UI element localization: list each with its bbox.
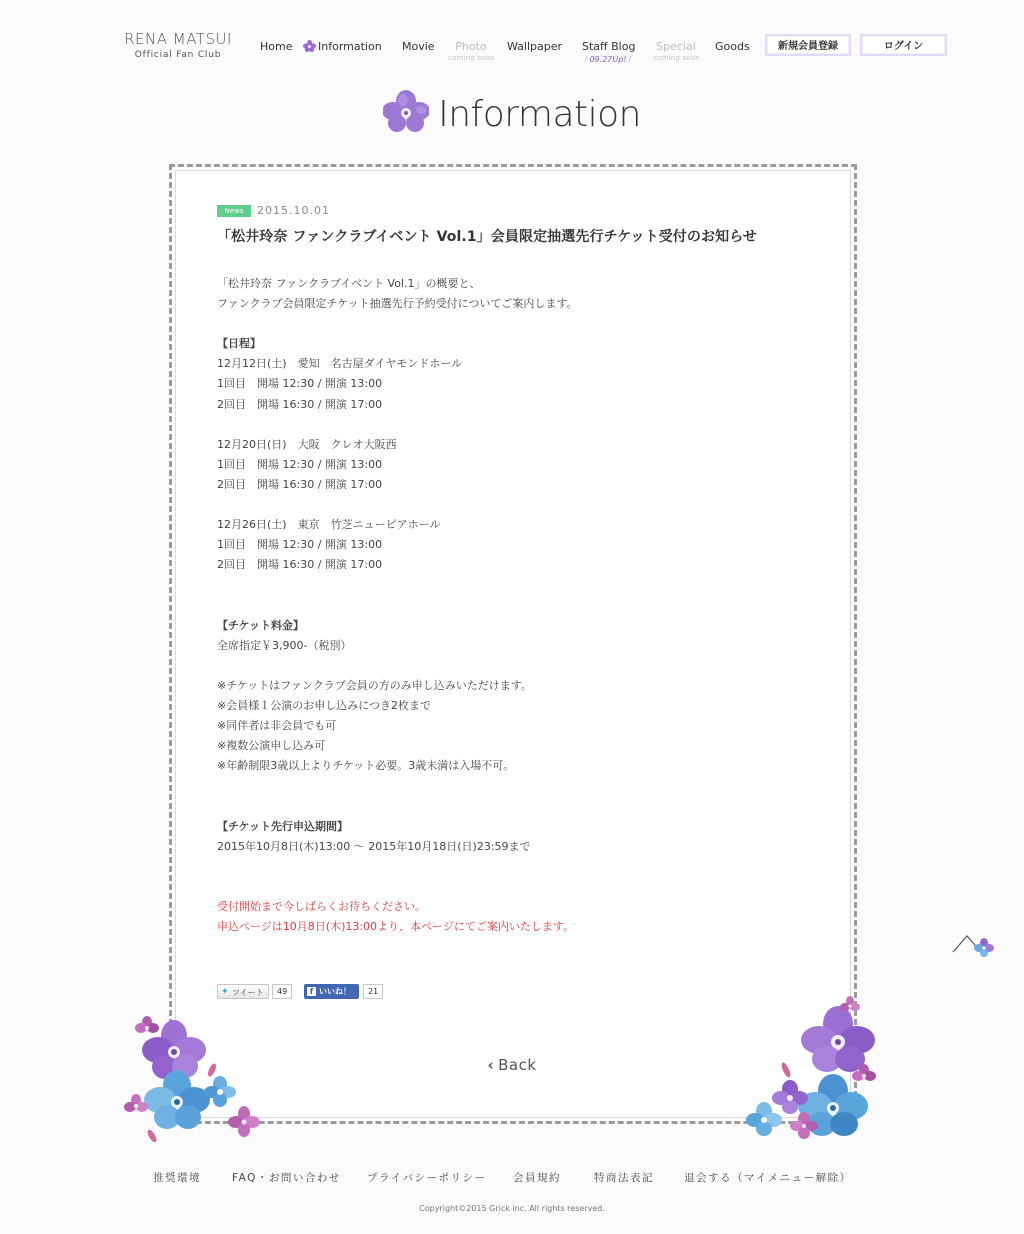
article-line: 12月20日(日) 大阪 クレオ大阪西 <box>217 437 397 451</box>
article-line: ※チケットはファンクラブ会員の方のみ申し込みいただけます。 <box>217 678 532 692</box>
nav-special <box>653 40 699 62</box>
blank-line <box>217 776 817 796</box>
article-line: 1回目 開場 12:30 / 開演 13:00 <box>217 377 383 391</box>
article-title: 「松井玲奈 ファンクラブイベント Vol.1」会員限定抽選先行チケット受付のお知らせ <box>217 229 757 245</box>
article-line: ※同伴者は非会員でも可 <box>217 719 337 733</box>
flower-decoration-right <box>738 990 888 1154</box>
footer-nav <box>0 1170 1024 1190</box>
nav-label: Goods <box>715 40 750 53</box>
tweet-button[interactable] <box>217 984 269 999</box>
facebook-icon: f <box>307 987 316 996</box>
footer-link-commerce-law[interactable]: 特商法表記 <box>594 1172 654 1184</box>
nav-label: Staff Blog <box>582 40 636 53</box>
nav-staff-blog[interactable] <box>582 40 634 64</box>
chevron-left-icon: ‹ <box>487 1056 495 1074</box>
article-line: 【チケット先行申込期間】 <box>217 819 349 833</box>
footer-link-environment[interactable]: 推奨環境 <box>153 1172 201 1184</box>
article-date: 2015.10.01 <box>257 204 330 217</box>
blank-line <box>217 596 817 616</box>
nav-movie[interactable] <box>402 40 435 53</box>
category-badge: News <box>217 205 251 217</box>
blank-line <box>217 314 817 334</box>
article <box>217 200 817 937</box>
copyright: Copyright©2015 Grick inc. All rights reserved. <box>419 1204 605 1213</box>
logo-subtitle: Official Fan Club <box>134 50 222 60</box>
article-line: 申込ページは10月8日(木)13:00より、本ページにてご案内いたします。 <box>217 920 574 933</box>
blank-line <box>217 796 817 816</box>
article-line: 12月26日(土) 東京 竹芝ニューピアホール <box>217 518 441 532</box>
article-line: 【日程】 <box>217 337 261 351</box>
page-heading <box>0 90 1024 138</box>
flower-icon <box>383 90 429 138</box>
article-line: 1回目 開場 12:30 / 開演 13:00 <box>217 538 383 552</box>
like-label: いいね！ <box>319 987 351 996</box>
login-button[interactable]: ログイン <box>860 34 947 56</box>
article-line: ※会員様１公演のお申し込みにつき2枚まで <box>217 698 431 712</box>
article-line: ファンクラブ会員限定チケット抽選先行予約受付についてご案内します。 <box>217 297 578 311</box>
nav-photo <box>448 40 494 62</box>
nav-label: Special <box>656 40 696 53</box>
update-badge: / 09.27Up! / <box>582 55 634 64</box>
logo-name: RENA MATSUI <box>124 30 232 48</box>
nav-home[interactable] <box>260 40 292 53</box>
article-line: 「松井玲奈 ファンクラブイベント Vol.1」の概要と、 <box>217 277 481 290</box>
register-button[interactable]: 新規会員登録 <box>765 34 851 56</box>
footer-link-withdraw[interactable]: 退会する（マイメニュー解除） <box>684 1172 852 1184</box>
blank-line <box>217 415 817 435</box>
blank-line <box>217 857 817 877</box>
blank-line <box>217 656 817 676</box>
article-line: 12月12日(土) 愛知 名古屋ダイヤモンドホール <box>217 357 463 371</box>
article-line: 2回目 開場 16:30 / 開演 17:00 <box>217 477 383 491</box>
page-top-icon <box>950 945 996 964</box>
blank-line <box>217 877 817 897</box>
tweet-label: ツイート <box>232 988 264 997</box>
article-line: ※複数公演申し込み可 <box>217 739 326 753</box>
article-line: 2015年10月8日(木)13:00 ～ 2015年10月18日(日)23:59まで <box>217 839 531 853</box>
article-line: 全席指定￥3,900-（税別） <box>217 638 352 652</box>
nav-goods[interactable] <box>715 40 750 53</box>
nav-status: coming soon <box>448 54 495 62</box>
nav-label: Wallpaper <box>507 40 563 53</box>
back-label: Back <box>498 1056 537 1074</box>
nav-wallpaper[interactable] <box>507 40 562 53</box>
nav-label: Movie <box>402 40 435 53</box>
nav-label: Information <box>318 40 382 53</box>
article-line: 受付開始まで今しばらくお待ちください。 <box>217 899 426 913</box>
article-body <box>217 274 817 937</box>
nav-information[interactable] <box>303 40 382 55</box>
twitter-icon: ✦ <box>221 987 229 997</box>
like-button[interactable] <box>304 984 359 999</box>
page-top-button[interactable] <box>950 930 996 964</box>
nav-status: coming soon <box>653 54 700 62</box>
flower-icon <box>303 40 316 55</box>
blank-line <box>217 575 817 595</box>
tweet-count: 49 <box>272 984 292 999</box>
nav-label: Photo <box>455 40 487 53</box>
like-count: 21 <box>363 984 383 999</box>
article-line: ※年齢制限3歳以上よりチケット必要。3歳未満は入場不可。 <box>217 759 515 773</box>
article-line: 【チケット料金】 <box>217 618 305 632</box>
blank-line <box>217 495 817 515</box>
article-line: 1回目 開場 12:30 / 開演 13:00 <box>217 457 383 471</box>
footer-link-terms[interactable]: 会員規約 <box>513 1172 561 1184</box>
footer-link-faq[interactable]: FAQ・お問い合わせ <box>232 1172 341 1184</box>
flower-decoration-left <box>122 1010 272 1154</box>
article-meta <box>217 200 817 216</box>
article-line: 2回目 開場 16:30 / 開演 17:00 <box>217 397 383 411</box>
nav-label: Home <box>260 40 293 53</box>
article-line: 2回目 開場 16:30 / 開演 17:00 <box>217 558 383 572</box>
page-title: Information <box>438 93 641 135</box>
footer-link-privacy[interactable]: プライバシーポリシー <box>367 1172 487 1184</box>
